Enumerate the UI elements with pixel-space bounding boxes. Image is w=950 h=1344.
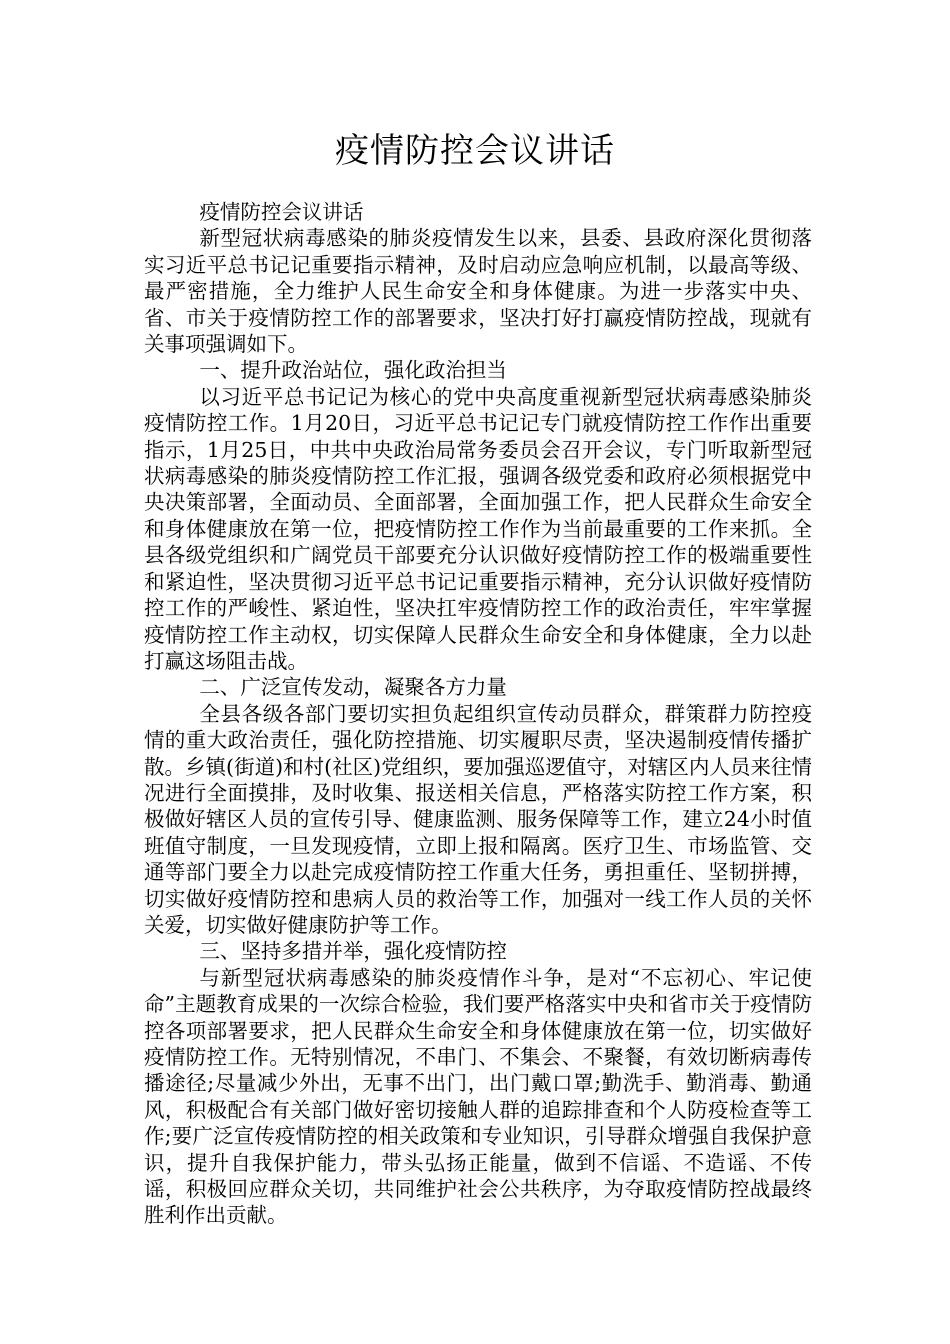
intro-paragraph: 新型冠状病毒感染的肺炎疫情发生以来，县委、县政府深化贯彻落实习近平总书记记重要指示精神，及时启动应急响应机制，以最高等级、最严密措施，全力维护人民生命安全和身体健康。为进一步落实中央、省、市关于疫情防控工作的部署要求，坚决打好打赢疫情防控战，现就有关事项强调如下。 <box>144 226 812 357</box>
document-title: 疫情防控会议讲话 <box>335 131 615 171</box>
section-heading-2: 二、广泛宣传发动，凝聚各方力量 <box>199 675 507 700</box>
document-body <box>144 199 812 1229</box>
section-body-1: 以习近平总书记记为核心的党中央高度重视新型冠状病毒感染肺炎疫情防控工作。1月20日，习近平总书记记专门就疫情防控工作作出重要指示，1月25日，中共中央政治局常务委员会召开会议，专门听取新型冠状病毒感染的肺炎疫情防控工作汇报，强调各级党委和政府必须根据党中央决策部署，全面动员、全面部署，全面加强工作，把人民群众生命安全和身体健康放在第一位，把疫情防控工作作为当前最重要的工作来抓。全县各级党组织和广阔党员干部要充分认识做好疫情防控工作的极端重要性和紧迫性，坚决贯彻习近平总书记记重要指示精神，充分认识做好疫情防控工作的严峻性、紧迫性，坚决扛牢疫情防控工作的政治责任，牢牢掌握疫情防控工作主动权，切实保障人民群众生命安全和身体健康，全力以赴打赢这场阻击战。 <box>144 384 812 673</box>
section-body-3: 与新型冠状病毒感染的肺炎疫情作斗争，是对“不忘初心、牢记使命”主题教育成果的一次综合检验，我们要严格落实中央和省市关于疫情防控各项部署要求，把人民群众生命安全和身体健康放在第一位，切实做好疫情防控工作。无特别情况，不串门、不集会、不聚餐，有效切断病毒传播途径;尽量减少外出，无事不出门，出门戴口罩;勤洗手、勤消毒、勤通风，积极配合有关部门做好密切接触人群的追踪排查和个人防疫检查等工作;要广泛宣传疫情防控的相关政策和专业知识，引导群众增强自我保护意识，提升自我保护能力，带头弘扬正能量，做到不信谣、不造谣、不传谣，积极回应群众关切，共同维护社会公共秩序，为夺取疫情防控战最终胜利作出贡献。 <box>144 965 812 1228</box>
section-body-2: 全县各级各部门要切实担负起组织宣传动员群众，群策群力防控疫情的重大政治责任，强化防控措施、切实履职尽责，坚决遏制疫情传播扩散。乡镇(街道)和村(社区)党组织，要加强巡逻值守，对辖区内人员来往情况进行全面摸排，及时收集、报送相关信息，严格落实防控工作方案，积极做好辖区人员的宣传引导、健康监测、服务保障等工作，建立24小时值班值守制度，一旦发现疫情，立即上报和隔离。医疗卫生、市场监管、交通等部门要全力以赴完成疫情防控工作重大任务，勇担重任、坚韧拼搏，切实做好疫情防控和患病人员的救治等工作，加强对一线工作人员的关怀关爱，切实做好健康防护等工作。 <box>144 701 812 937</box>
section-heading-3: 三、坚持多措并举，强化疫情防控 <box>199 939 507 964</box>
section-heading-1: 一、提升政治站位，强化政治担当 <box>199 358 507 383</box>
subtitle-paragraph: 疫情防控会议讲话 <box>199 200 364 224</box>
